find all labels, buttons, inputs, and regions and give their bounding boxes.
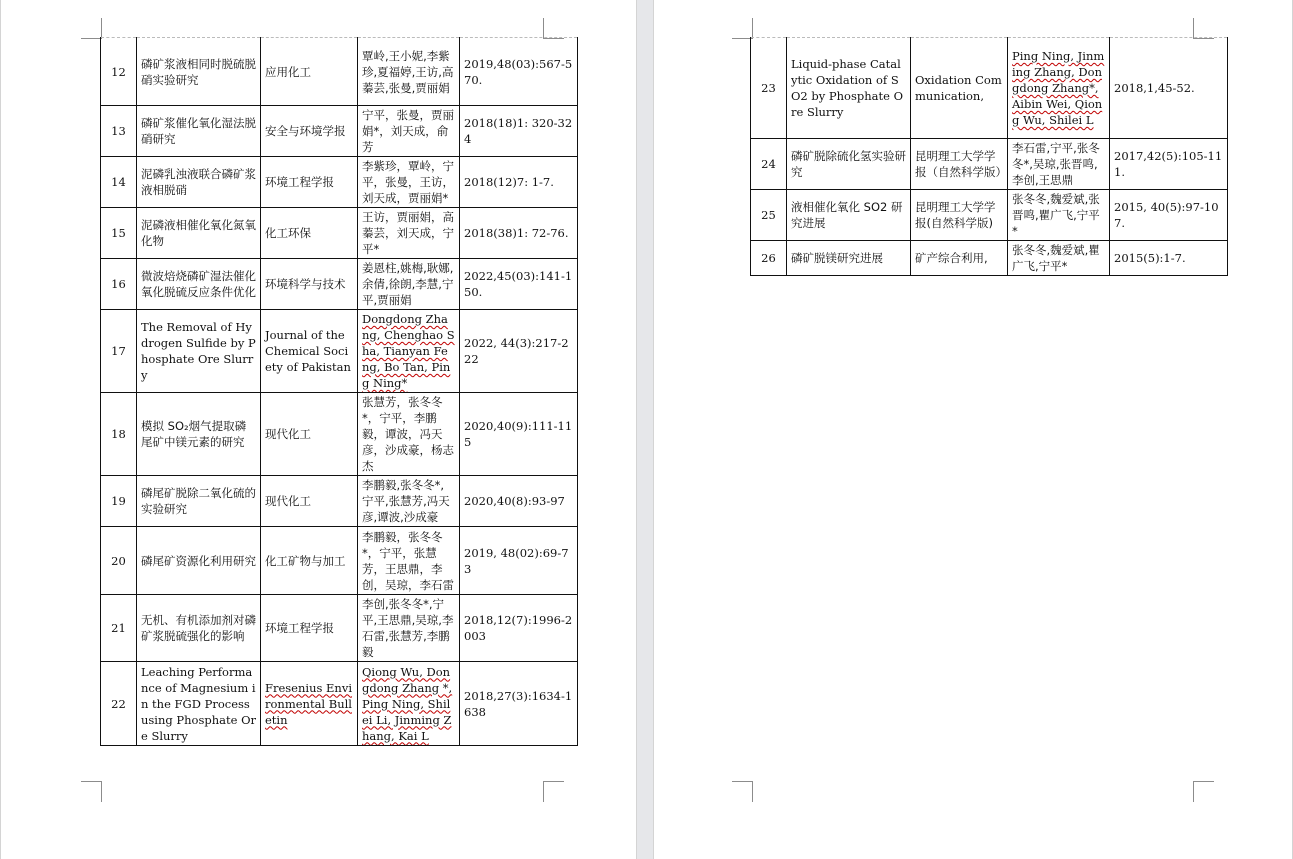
journal-name: 化工矿物与加工 [261,527,358,595]
author-list: 姜恩柱,姚梅,耿娜,余倩,徐朗,李慧,宁平,贾丽娟 [358,259,460,310]
author-list: 李鹏毅，张冬冬*，宁平，张慧芳，王思鼎，李创，吴琼，李石雷 [358,527,460,595]
margin-mark-bottom-left [732,781,753,802]
author-list: 李创,张冬冬*,宁平,王思鼎,吴琼,李石雷,张慧芳,李鹏毅 [358,595,460,662]
paper-title: 模拟 SO₂烟气提取磷尾矿中镁元素的研究 [137,393,261,476]
journal-name: 安全与环境学报 [261,106,358,157]
citation-ref: 2018(18)1: 320-324 [460,106,578,157]
paper-title: 泥磷乳浊液联合磷矿浆液相脱硝 [137,157,261,208]
table-row [751,38,1228,139]
journal-name: Fresenius Environmental Bulletin [261,662,358,746]
author-list: 李鹏毅,张冬冬*,宁平,张慧芳,冯天彦,谭波,沙成豪 [358,476,460,527]
row-number: 14 [101,157,137,208]
row-number: 24 [751,139,787,190]
row-number: 13 [101,106,137,157]
table-row [101,393,578,476]
citation-ref: 2022,45(03):141-150. [460,259,578,310]
table-row [101,310,578,393]
margin-mark-top-left [732,18,753,39]
journal-name: 环境工程学报 [261,595,358,662]
citation-ref: 2018,27(3):1634-1638 [460,662,578,746]
journal-name: 昆明理工大学学报(自然科学版) [911,190,1008,241]
publication-table-right [750,37,1228,276]
paper-title: 磷尾矿资源化利用研究 [137,527,261,595]
author-list: Ping Ning, Jinming Zhang, Dongdong Zhang*, Aibin Wei, Qiong Wu, Shilei L [1008,38,1110,139]
table-row [101,595,578,662]
citation-ref: 2019, 48(02):69-73 [460,527,578,595]
author-list: 李紫珍，覃岭，宁平，张曼，王访，刘天成，贾丽娟* [358,157,460,208]
author-list: Qiong Wu, Dongdong Zhang *, Ping Ning, Shilei Li, Jinming Zhang, Kai L [358,662,460,746]
row-number: 17 [101,310,137,393]
citation-ref: 2020,40(9):111-115 [460,393,578,476]
author-list: 张慧芳，张冬冬*，宁平，李鹏毅，谭波，冯天彦，沙成豪，杨志杰 [358,393,460,476]
margin-mark-bottom-right [543,781,564,802]
document-page-right [653,0,1293,859]
author-list: 宁平，张曼，贾丽娟*，刘天成，俞芳 [358,106,460,157]
author-list: 王访，贾丽娟，高蓁芸，刘天成，宁平* [358,208,460,259]
margin-mark-top-right [543,18,564,39]
citation-ref: 2022, 44(3):217-222 [460,310,578,393]
citation-ref: 2017,42(5):105-111. [1110,139,1228,190]
citation-ref: 2018,12(7):1996-2003 [460,595,578,662]
journal-name: 应用化工 [261,38,358,106]
citation-ref: 2018,1,45-52. [1110,38,1228,139]
journal-name: 矿产综合利用, [911,241,1008,276]
citation-ref: 2019,48(03):567-570. [460,38,578,106]
paper-title: The Removal of Hydrogen Sulfide by Phosphate Ore Slurry [137,310,261,393]
document-page-left [0,0,637,859]
table-row [101,662,578,746]
margin-mark-bottom-right [1193,781,1214,802]
paper-title: 磷尾矿脱除二氧化硫的实验研究 [137,476,261,527]
author-list: 李石雷,宁平,张冬冬*,吴琼,张晋鸣,李创,王思鼎 [1008,139,1110,190]
row-number: 19 [101,476,137,527]
table-row [101,208,578,259]
citation-ref: 2015, 40(5):97-107. [1110,190,1228,241]
paper-title: 磷矿浆催化氧化湿法脱硝研究 [137,106,261,157]
paper-title: 磷矿脱镁研究进展 [787,241,911,276]
table-row [751,190,1228,241]
margin-mark-top-right [1193,18,1214,39]
journal-name: 昆明理工大学学报（自然科学版） [911,139,1008,190]
table-row [101,38,578,106]
row-number: 20 [101,527,137,595]
citation-ref: 2018(38)1: 72-76. [460,208,578,259]
journal-name: 现代化工 [261,393,358,476]
author-list: Dongdong Zhang, Chenghao Sha, Tianyan Feng, Bo Tan, Ping Ning* [358,310,460,393]
journal-name: 现代化工 [261,476,358,527]
row-number: 22 [101,662,137,746]
citation-ref: 2020,40(8):93-97 [460,476,578,527]
row-number: 12 [101,38,137,106]
row-number: 25 [751,190,787,241]
paper-title: Liquid-phase Catalytic Oxidation of SO2 by Phosphate Ore Slurry [787,38,911,139]
journal-name: 环境工程学报 [261,157,358,208]
paper-title: 无机、有机添加剂对磷矿浆脱硫强化的影响 [137,595,261,662]
paper-title: 磷矿脱除硫化氢实验研究 [787,139,911,190]
paper-title: Leaching Performance of Magnesium in the FGD Process using Phosphate Ore Slurry [137,662,261,746]
table-row [101,157,578,208]
table-row [101,106,578,157]
author-list: 覃岭,王小妮,李紫珍,夏福婷,王访,高蓁芸,张曼,贾丽娟 [358,38,460,106]
journal-name: 化工环保 [261,208,358,259]
citation-ref: 2018(12)7: 1-7. [460,157,578,208]
table-row [101,259,578,310]
row-number: 23 [751,38,787,139]
paper-title: 液相催化氧化 SO2 研究进展 [787,190,911,241]
paper-title: 微波焙烧磷矿湿法催化氧化脱硫反应条件优化 [137,259,261,310]
journal-name: 环境科学与技术 [261,259,358,310]
journal-name: Oxidation Communication, [911,38,1008,139]
publication-table-left [100,37,578,746]
citation-ref: 2015(5):1-7. [1110,241,1228,276]
paper-title: 磷矿浆液相同时脱硫脱硝实验研究 [137,38,261,106]
row-number: 26 [751,241,787,276]
table-row [101,527,578,595]
author-list: 张冬冬,魏爱斌,张晋鸣,瞿广飞,宁平* [1008,190,1110,241]
journal-name: Journal of the Chemical Society of Pakistan [261,310,358,393]
table-row [751,241,1228,276]
margin-mark-top-left [81,18,102,39]
row-number: 16 [101,259,137,310]
author-list: 张冬冬,魏爱斌,瞿广飞,宁平* [1008,241,1110,276]
row-number: 18 [101,393,137,476]
table-row [101,476,578,527]
row-number: 21 [101,595,137,662]
paper-title: 泥磷液相催化氧化氮氧化物 [137,208,261,259]
table-row [751,139,1228,190]
row-number: 15 [101,208,137,259]
margin-mark-bottom-left [81,781,102,802]
